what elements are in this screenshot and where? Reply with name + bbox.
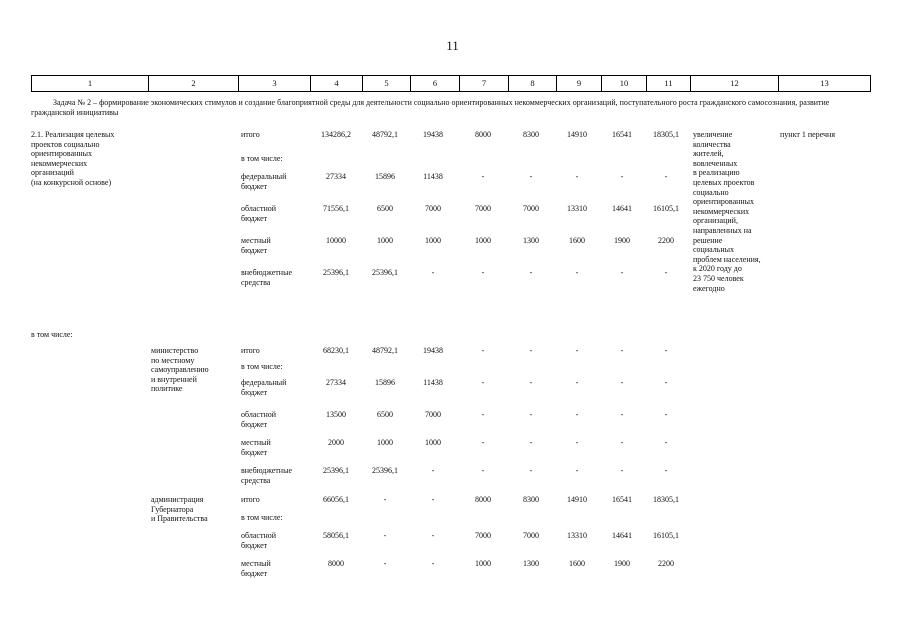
value-cell: 1000	[377, 236, 393, 245]
value-cell: 8300	[523, 495, 539, 504]
value-cell: 16105,1	[653, 531, 679, 540]
value-cell: 1000	[475, 559, 491, 568]
value-cell: -	[529, 346, 533, 355]
value-cell: 8000	[475, 130, 491, 139]
value-cell: -	[481, 378, 485, 387]
row-label: в том числе:	[241, 513, 283, 522]
value-cell: 1300	[523, 236, 539, 245]
value-cell: -	[481, 410, 485, 419]
row-label: итого	[241, 346, 260, 355]
header-cell: 13	[820, 78, 829, 88]
value-cell: 19438	[423, 130, 443, 139]
page-number: 11	[446, 38, 459, 53]
value-cell: -	[575, 466, 579, 475]
row-label: областной бюджет	[241, 410, 277, 429]
value-cell: -	[664, 346, 668, 355]
value-cell: -	[529, 268, 533, 277]
value-cell: -	[664, 410, 668, 419]
value-cell: -	[529, 466, 533, 475]
value-cell: 1900	[614, 559, 630, 568]
header-cell: 9	[557, 76, 602, 91]
row-label: в том числе:	[241, 154, 283, 163]
value-cell: 48792,1	[372, 346, 398, 355]
header-cell: 2	[149, 76, 239, 91]
value-cell: 6500	[377, 410, 393, 419]
value-cell: 1900	[614, 236, 630, 245]
value-cell: 8000	[475, 495, 491, 504]
value-cell: 14641	[612, 531, 632, 540]
value-cell: 25396,1	[323, 268, 349, 277]
value-cell: 15896	[375, 172, 395, 181]
value-cell: -	[575, 172, 579, 181]
value-cell: -	[620, 268, 624, 277]
executor-name: администрация Губернатора и Правительства	[151, 495, 208, 524]
value-cell: 13310	[567, 204, 587, 213]
indicator-text: увеличение количества жителей, вовлеченных в реализацию целевых проектов социально ориентированных некоммерческих организаций, направленных на решение социальных проблем населения, к 2020 году до 23 750 человек ежегодно	[693, 130, 761, 293]
header-cell: 3	[239, 76, 311, 91]
measure-name: 2.1. Реализация целевых проектов социально ориентированных некоммерческих организаций (на конкурсной основе)	[31, 130, 115, 187]
header-cell: 6	[411, 76, 460, 91]
value-cell: 10000	[326, 236, 346, 245]
value-cell: 1000	[475, 236, 491, 245]
row-label: итого	[241, 495, 260, 504]
value-cell: -	[431, 531, 435, 540]
value-cell: 2200	[658, 559, 674, 568]
value-cell: 14641	[612, 204, 632, 213]
value-cell: 68230,1	[323, 346, 349, 355]
value-cell: 19438	[423, 346, 443, 355]
value-cell: -	[620, 172, 624, 181]
value-cell: 48792,1	[372, 130, 398, 139]
row-label: областной бюджет	[241, 204, 277, 223]
value-cell: 7000	[425, 410, 441, 419]
value-cell: 1000	[425, 438, 441, 447]
value-cell: 18305,1	[653, 130, 679, 139]
value-cell: -	[481, 466, 485, 475]
value-cell: 25396,1	[372, 268, 398, 277]
value-cell: 1000	[377, 438, 393, 447]
task-title: Задача № 2 – формирование экономических стимулов и создание благоприятной среды для деятельности социально ориентированных некоммерческих организаций, поступательного роста гражданского самосознания, развитие гражданской инициативы	[31, 98, 830, 117]
row-label: местный бюджет	[241, 236, 271, 255]
value-cell: -	[431, 268, 435, 277]
value-cell: 6500	[377, 204, 393, 213]
value-cell: 1300	[523, 559, 539, 568]
value-cell: -	[664, 378, 668, 387]
value-cell: 8300	[523, 130, 539, 139]
header-cell: 1	[32, 76, 149, 91]
header-cell: 4	[311, 76, 363, 91]
row-label: в том числе:	[241, 362, 283, 371]
value-cell: -	[620, 346, 624, 355]
value-cell: 13500	[326, 410, 346, 419]
value-cell: -	[529, 172, 533, 181]
value-cell: 27334	[326, 172, 346, 181]
value-cell: -	[431, 495, 435, 504]
value-cell: 7000	[425, 204, 441, 213]
value-cell: 8000	[328, 559, 344, 568]
header-cell: 10	[602, 76, 647, 91]
value-cell: 15896	[375, 378, 395, 387]
value-cell: -	[383, 531, 387, 540]
value-cell: 7000	[475, 531, 491, 540]
value-cell: -	[664, 466, 668, 475]
value-cell: -	[620, 466, 624, 475]
value-cell: -	[664, 268, 668, 277]
value-cell: 66056,1	[323, 495, 349, 504]
row-label: итого	[241, 130, 260, 139]
value-cell: -	[529, 438, 533, 447]
row-label: федеральный бюджет	[241, 378, 287, 397]
row-label: областной бюджет	[241, 531, 277, 550]
value-cell: 1600	[569, 236, 585, 245]
value-cell: 2200	[658, 236, 674, 245]
value-cell: -	[383, 495, 387, 504]
header-row	[31, 75, 871, 92]
value-cell: -	[575, 268, 579, 277]
value-cell: 1600	[569, 559, 585, 568]
value-cell: 2000	[328, 438, 344, 447]
value-cell: -	[575, 438, 579, 447]
value-cell: -	[529, 410, 533, 419]
value-cell: 7000	[475, 204, 491, 213]
value-cell: 58056,1	[323, 531, 349, 540]
value-cell: 13310	[567, 531, 587, 540]
value-cell: -	[575, 410, 579, 419]
value-cell: -	[481, 268, 485, 277]
value-cell: -	[529, 378, 533, 387]
value-cell: 14910	[567, 495, 587, 504]
header-cell: 8	[509, 76, 557, 91]
value-cell: 1000	[425, 236, 441, 245]
value-cell: 27334	[326, 378, 346, 387]
value-cell: -	[481, 172, 485, 181]
value-cell: 16541	[612, 495, 632, 504]
value-cell: -	[383, 559, 387, 568]
value-cell: 14910	[567, 130, 587, 139]
row-label: федеральный бюджет	[241, 172, 287, 191]
value-cell: -	[481, 346, 485, 355]
value-cell: 16541	[612, 130, 632, 139]
value-cell: 134286,2	[321, 130, 351, 139]
value-cell: -	[575, 378, 579, 387]
row-label: местный бюджет	[241, 438, 271, 457]
executor-name: министерство по местному самоуправлению и внутренней политике	[151, 346, 209, 394]
header-cell: 5	[363, 76, 411, 91]
value-cell: 25396,1	[372, 466, 398, 475]
value-cell: -	[664, 172, 668, 181]
value-cell: -	[620, 378, 624, 387]
row-label: местный бюджет	[241, 559, 271, 578]
header-cell: 12	[691, 76, 779, 91]
value-cell: -	[620, 410, 624, 419]
row-label: внебюджетные средства	[241, 466, 292, 485]
value-cell: -	[620, 438, 624, 447]
value-cell: 18305,1	[653, 495, 679, 504]
value-cell: -	[431, 559, 435, 568]
value-cell: 16105,1	[653, 204, 679, 213]
value-cell: -	[431, 466, 435, 475]
value-cell: 71556,1	[323, 204, 349, 213]
row-label: внебюджетные средства	[241, 268, 292, 287]
value-cell: -	[575, 346, 579, 355]
value-cell: 11438	[423, 378, 443, 387]
reference-text: пункт 1 перечня	[780, 130, 836, 139]
including-label: в том числе:	[31, 330, 73, 339]
value-cell: -	[481, 438, 485, 447]
value-cell: 7000	[523, 531, 539, 540]
value-cell: -	[664, 438, 668, 447]
value-cell: 25396,1	[323, 466, 349, 475]
value-cell: 7000	[523, 204, 539, 213]
header-cell: 7	[460, 76, 509, 91]
value-cell: 11438	[423, 172, 443, 181]
header-cell: 11	[647, 76, 691, 91]
